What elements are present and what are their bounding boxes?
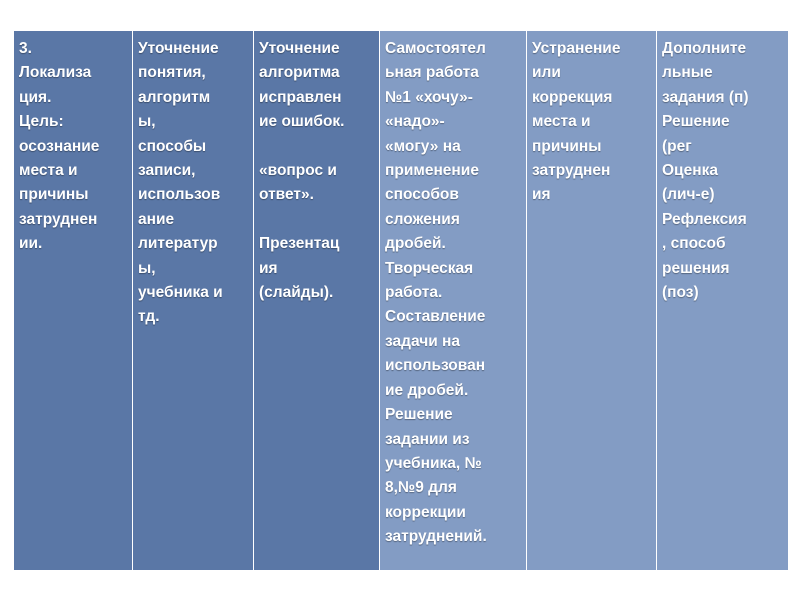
concept-clarification-cell: Уточнение понятия, алгоритм ы, способы записи, использов ание литератур ы, учебника и тд.	[133, 31, 254, 571]
additional-tasks-cell: Дополните льные задания (п) Решение (рег Оценка (лич-е) Рефлексия , способ решения (поз)	[657, 31, 789, 571]
stage-cell: 3. Локализа ция. Цель: осознание места и причины затруднен ии.	[14, 31, 133, 571]
correction-cell: Устранение или коррекция места и причины затруднен ия	[527, 31, 657, 571]
lesson-plan-table	[13, 30, 789, 571]
algorithm-clarification-cell: Уточнение алгоритма исправлен ие ошибок. «вопрос и ответ». Презентац ия (слайды).	[254, 31, 380, 571]
independent-work-cell: Самостоятел ьная работа №1 «хочу»- «надо»- «могу» на применение способов сложения дробей. Творческая работа. Составление задачи на использован ие дробей. Решение задании из учебника, № 8,№9 для коррекции затруднений.	[380, 31, 527, 571]
table-row	[14, 31, 789, 571]
